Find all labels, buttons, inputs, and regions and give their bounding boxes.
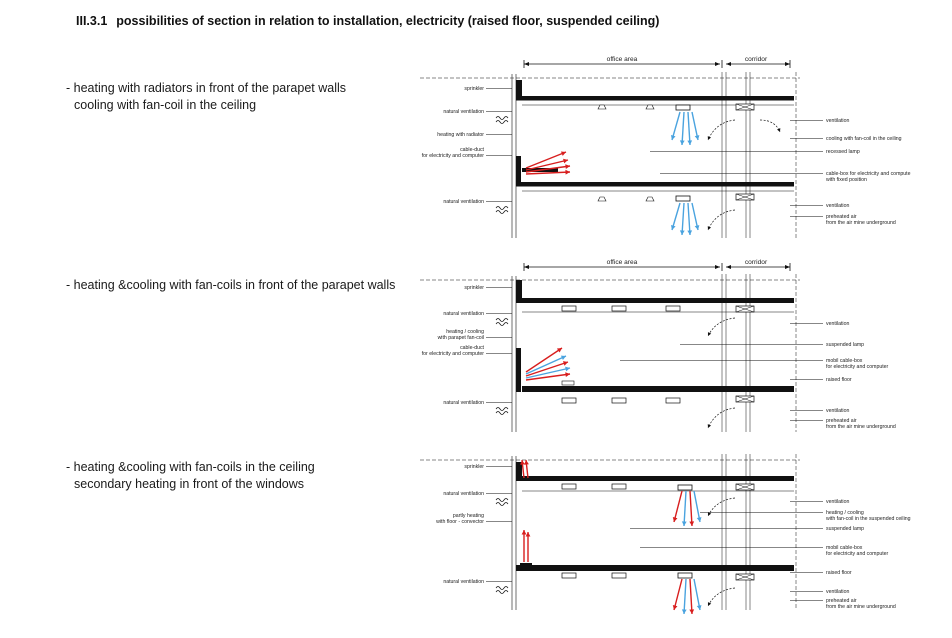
air-flow	[708, 498, 735, 516]
fan-coil-arrow-head	[682, 521, 687, 526]
section-number: III.3.1	[76, 14, 108, 28]
raised-floor	[522, 386, 794, 392]
wave-icon	[496, 587, 508, 590]
suspended-lamp	[612, 484, 626, 489]
heating-arrow-head	[563, 159, 568, 164]
fan-coil-arrow	[694, 579, 700, 610]
dimension-arrow-icon	[715, 62, 720, 66]
label-preheated-air: preheated air	[826, 418, 857, 424]
floor-slab	[516, 298, 794, 303]
suspended-lamp	[562, 484, 576, 489]
description-line: secondary heating in front of the windows	[74, 477, 304, 491]
label-suspended-lamp: suspended lamp	[826, 526, 865, 532]
floor-convector	[520, 563, 532, 566]
cooling-arrow	[688, 203, 690, 235]
wave-icon	[496, 412, 508, 415]
lamp	[598, 197, 606, 201]
label-natural-ventilation: natural ventilation	[443, 311, 484, 317]
wave-icon	[496, 591, 508, 594]
lamp	[646, 105, 654, 109]
suspended-lamp	[612, 573, 626, 578]
zone-label-corridor: corridor	[744, 259, 768, 266]
floor-slab	[516, 96, 794, 101]
floor-slab	[516, 476, 794, 481]
cooling-arrow-head	[695, 225, 700, 230]
dimension-arrow-icon	[715, 265, 720, 269]
suspended-lamp	[612, 398, 626, 403]
zone-label-office-area: office area	[606, 56, 638, 63]
cooling-arrow	[682, 112, 684, 145]
description-line: - heating &cooling with fan-coils in front of the parapet walls	[66, 278, 396, 292]
suspended-lamp	[666, 398, 680, 403]
lamp	[598, 105, 606, 109]
label-cable-box: cable-box for electricity and compute	[826, 171, 911, 177]
air-flow	[708, 588, 735, 606]
wave-icon	[496, 319, 508, 322]
dimension-arrow-icon	[524, 62, 529, 66]
dimension-arrow-icon	[726, 62, 731, 66]
dimension-arrow-icon	[726, 265, 731, 269]
label-natural-ventilation: natural ventilation	[443, 199, 484, 205]
lamp	[646, 197, 654, 201]
label-natural-ventilation: natural ventilation	[443, 400, 484, 406]
wave-icon	[496, 121, 508, 124]
dimension-arrow-icon	[785, 62, 790, 66]
cooling-arrow-head	[695, 135, 700, 140]
label-suspended-lamp: suspended lamp	[826, 342, 865, 348]
label-ventilation: ventilation	[826, 408, 850, 414]
parapet-wall	[516, 348, 521, 392]
air-flow	[760, 120, 780, 132]
label-raised-floor: raised floor	[826, 377, 852, 383]
label-cable-duct: for electricity and computer	[421, 351, 484, 357]
zone-label-corridor: corridor	[744, 56, 768, 63]
label-fan-coil: heating / cooling	[826, 510, 864, 516]
label-heating: heating with radiator	[437, 132, 484, 138]
description-line: - heating &cooling with fan-coils in the ceiling	[66, 460, 315, 474]
dimension-arrow-icon	[524, 265, 529, 269]
air-flow	[708, 120, 735, 140]
suspended-lamp	[666, 306, 680, 311]
fan-coil	[678, 573, 692, 578]
cooling-arrow-head	[680, 230, 685, 235]
section-title: possibilities of section in relation to installation, electricity (raised floor, suspended ceiling)	[116, 14, 660, 28]
fan-coil-arrow-head	[689, 521, 694, 526]
label-natural-ventilation: natural ventilation	[443, 491, 484, 497]
label-cable-box: mobil cable-box	[826, 358, 863, 364]
fan-coil	[678, 485, 692, 490]
wave-icon	[496, 499, 508, 502]
label-cable-duct: for electricity and computer	[421, 153, 484, 159]
label-preheated-air: from the air mine underground	[826, 220, 896, 227]
fan-coil-arrow	[674, 579, 682, 610]
wave-icon	[496, 207, 508, 210]
cooling-arrow-head	[680, 140, 685, 145]
label-cable-box: for electricity and computer	[826, 364, 889, 371]
suspended-lamp	[562, 306, 576, 311]
label-cable-box: with fixed position	[826, 177, 867, 184]
dimension-arrow-icon	[785, 265, 790, 269]
label-cable-duct: cable-duct	[460, 146, 484, 153]
parapet-wall	[516, 156, 521, 186]
fan-coil-arrow-head	[697, 517, 702, 522]
label-raised-floor: raised floor	[826, 570, 852, 576]
wave-icon	[496, 503, 508, 506]
wave-icon	[496, 408, 508, 411]
label-sprinkler: sprinkler	[464, 285, 484, 291]
air-flow	[708, 408, 735, 428]
air-flow	[708, 210, 735, 230]
fan-coil-arrow-head	[689, 609, 694, 614]
cooling-arrow-head	[687, 230, 692, 235]
heating-arrow	[526, 172, 570, 174]
fan-coil-arrow	[684, 491, 686, 526]
label-fan-coil: cooling with fan-coil in the ceiling	[826, 136, 902, 142]
suspended-lamp	[562, 573, 576, 578]
cooling-arrow-head	[687, 140, 692, 145]
fan-coil-arrow	[674, 491, 682, 522]
label-natural-ventilation: natural ventilation	[443, 579, 484, 585]
heating-arrow-head	[565, 170, 570, 175]
fan-coil-arrow	[684, 579, 686, 614]
convector-arrow-head	[522, 530, 527, 535]
cooling-arrow	[688, 112, 690, 145]
label-cable-duct: cable-duct	[460, 344, 484, 351]
air-flow	[708, 318, 735, 336]
description-line: cooling with fan-coil in the ceiling	[74, 98, 257, 112]
label-preheated-air: from the air mine underground	[826, 424, 896, 431]
fan-coil-arrow	[690, 491, 692, 526]
label-ventilation: ventilation	[826, 589, 850, 595]
label-ventilation: ventilation	[826, 118, 850, 124]
floor-slab	[516, 182, 794, 187]
wave-icon	[496, 323, 508, 326]
air-flow-head	[708, 602, 711, 606]
label-partly-heating: with floor - convector	[436, 519, 484, 525]
fan-coil	[676, 105, 690, 110]
fan-coil-arrow-head	[565, 367, 570, 372]
convector-arrow-head	[526, 532, 531, 537]
label-partly-heating: partly heating	[452, 512, 484, 519]
air-flow-head	[708, 332, 711, 336]
window-frame	[516, 80, 522, 98]
fan-coil-arrow-head	[697, 605, 702, 610]
raised-floor	[516, 565, 794, 571]
fan-coil-arrow	[690, 579, 692, 614]
label-sprinkler: sprinkler	[464, 86, 484, 92]
label-recessed-lamp: recessed lamp	[826, 149, 860, 155]
label-ventilation: ventilation	[826, 499, 850, 505]
cooling-arrow	[682, 203, 684, 235]
label-preheated-air: from the air mine underground	[826, 604, 896, 611]
label-preheated-air: preheated air	[826, 214, 857, 220]
label-fan-coil: with fan-coil in the suspended ceiling	[826, 516, 911, 523]
label-cable-box: mobil cable-box	[826, 545, 863, 551]
description-line: - heating with radiators in front of the parapet walls	[66, 81, 347, 95]
cable-box	[562, 381, 574, 385]
label-ventilation: ventilation	[826, 321, 850, 327]
wave-icon	[496, 211, 508, 214]
fan-coil	[676, 196, 690, 201]
wave-icon	[496, 117, 508, 120]
suspended-lamp	[612, 306, 626, 311]
label-heating-cooling: with parapet fan-coil	[437, 335, 484, 341]
label-natural-ventilation: natural ventilation	[443, 109, 484, 115]
label-preheated-air: preheated air	[826, 598, 857, 604]
label-sprinkler: sprinkler	[464, 464, 484, 470]
fan-coil-arrow-head	[682, 609, 687, 614]
label-heating-cooling: heating / cooling	[446, 328, 484, 335]
label-cable-box: for electricity and computer	[826, 551, 889, 558]
suspended-lamp	[562, 398, 576, 403]
label-ventilation: ventilation	[826, 203, 850, 209]
fan-coil-arrow	[694, 491, 700, 522]
zone-label-office-area: office area	[606, 259, 638, 266]
